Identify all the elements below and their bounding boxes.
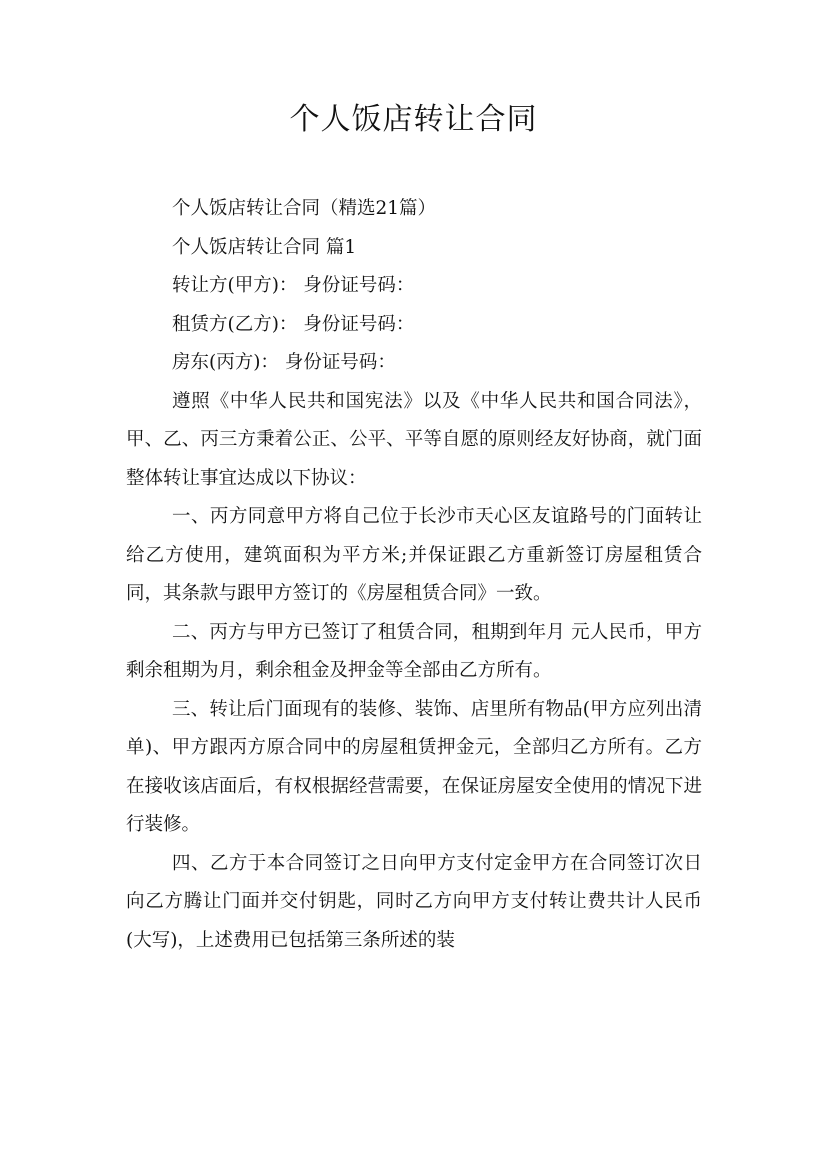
document-body	[126, 190, 702, 960]
party-c-line: 房东(丙方)： 身份证号码：	[172, 352, 396, 373]
paragraph-preamble: 遵照《中华人民共和国宪法》以及《中华人民共和国合同法》，甲、乙、丙三方秉着公正、公平、平等自愿的原则经友好协商，就门面整体转让事宜达成以下协议：	[126, 390, 702, 489]
paragraph-clause-1: 一、丙方同意甲方将自己位于长沙市天心区友谊路号的门面转让给乙方使用，建筑面积为平方米;并保证跟乙方重新签订房屋租赁合同，其条款与跟甲方签订的《房屋租赁合同》一致。	[126, 506, 702, 604]
paragraph-clause-4: 四、乙方于本合同签订之日向甲方支付定金甲方在合同签订次日向乙方腾让门面并交付钥匙，同时乙方向甲方支付转让费共计人民币(大写)，上述费用已包括第三条所述的装	[126, 852, 702, 951]
subtitle-line: 个人饭店转让合同（精选21篇）	[172, 198, 437, 219]
paragraph-clause-3: 三、转让后门面现有的装修、装饰、店里所有物品(甲方应列出清单)、甲方跟丙方原合同中的房屋租赁押金元，全部归乙方所有。乙方在接收该店面后，有权根据经营需要，在保证房屋安全使用的情况下进行装修。	[126, 698, 702, 835]
section-heading: 个人饭店转让合同 篇1	[172, 236, 357, 258]
party-b-line: 租赁方(乙方)： 身份证号码：	[172, 313, 415, 335]
paragraph-clause-2: 二、丙方与甲方已签订了租赁合同，租期到年月 元人民币，甲方剩余租期为月，剩余租金及押金等全部由乙方所有。	[126, 621, 702, 681]
document-title: 个人饭店转让合同	[289, 102, 538, 137]
party-a-line: 转让方(甲方)： 身份证号码：	[172, 275, 415, 296]
